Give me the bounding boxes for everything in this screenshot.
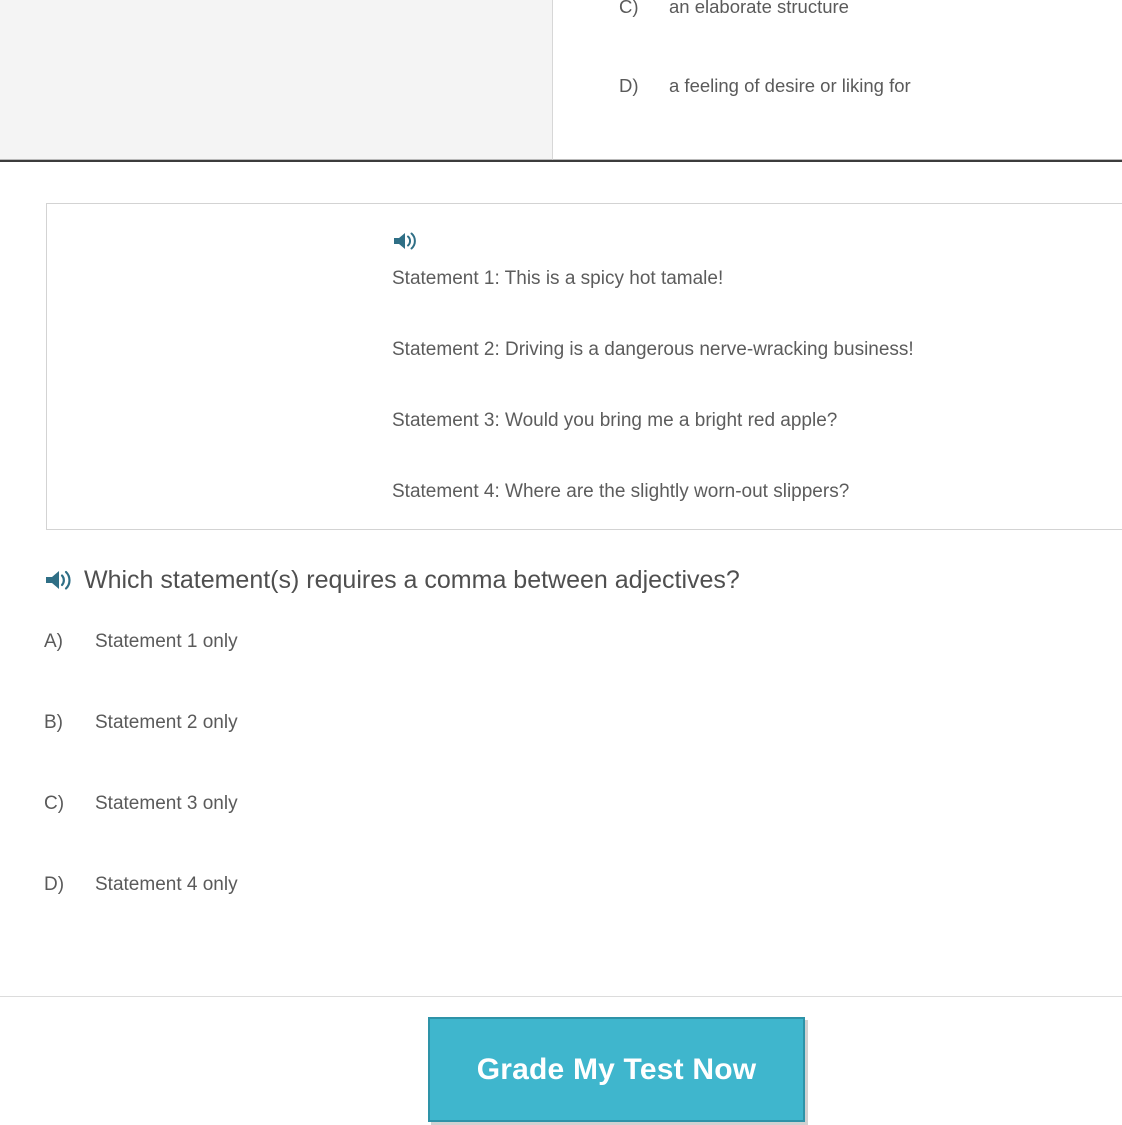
- question-prompt: Which statement(s) requires a comma between adjectives?: [84, 565, 740, 594]
- answer-choice-b-letter: B): [44, 711, 63, 733]
- previous-choice-d[interactable]: [619, 75, 911, 97]
- answer-choice-d-label: Statement 4 only: [95, 873, 238, 895]
- answer-choice-b-label: Statement 2 only: [95, 711, 238, 733]
- previous-choice-d-label: a feeling of desire or liking for: [669, 75, 911, 96]
- answer-choice-c[interactable]: [0, 793, 1122, 874]
- statements-box: [46, 203, 1122, 530]
- section-divider: [0, 160, 1122, 167]
- answer-choice-a-label: Statement 1 only: [95, 630, 238, 652]
- speaker-icon[interactable]: [392, 230, 418, 252]
- answer-choice-d-letter: D): [44, 873, 65, 895]
- answer-choices: [0, 631, 1122, 955]
- answer-choice-b[interactable]: [0, 712, 1122, 793]
- passage-section: [0, 167, 1122, 530]
- question-row: [44, 566, 1122, 595]
- previous-question-left-panel: [0, 0, 553, 160]
- footer-bar: [0, 996, 1122, 1125]
- answer-choice-c-letter: C): [44, 792, 65, 814]
- previous-choice-c-label: an elaborate structure: [669, 0, 849, 17]
- previous-choice-c[interactable]: [619, 0, 849, 18]
- statement-line: Statement 4: Where are the slightly worn-out slippers?: [392, 480, 850, 502]
- previous-choice-d-letter: D): [619, 75, 639, 96]
- previous-question-choices: [553, 0, 1122, 160]
- statement-line: Statement 1: This is a spicy hot tamale!: [392, 268, 724, 289]
- statement-line: Statement 3: Would you bring me a bright red apple?: [392, 409, 838, 431]
- answer-choice-a-letter: A): [44, 630, 63, 652]
- speaker-icon[interactable]: [44, 568, 74, 592]
- answer-choice-c-label: Statement 3 only: [95, 792, 238, 814]
- grade-my-test-button[interactable]: Grade My Test Now: [428, 1017, 805, 1122]
- answer-choice-d[interactable]: [0, 874, 1122, 955]
- previous-choice-c-letter: C): [619, 0, 639, 17]
- answer-choice-a[interactable]: [0, 631, 1122, 712]
- previous-question-section: [0, 0, 1122, 160]
- statement-line: Statement 2: Driving is a dangerous nerve-wracking business!: [392, 338, 914, 360]
